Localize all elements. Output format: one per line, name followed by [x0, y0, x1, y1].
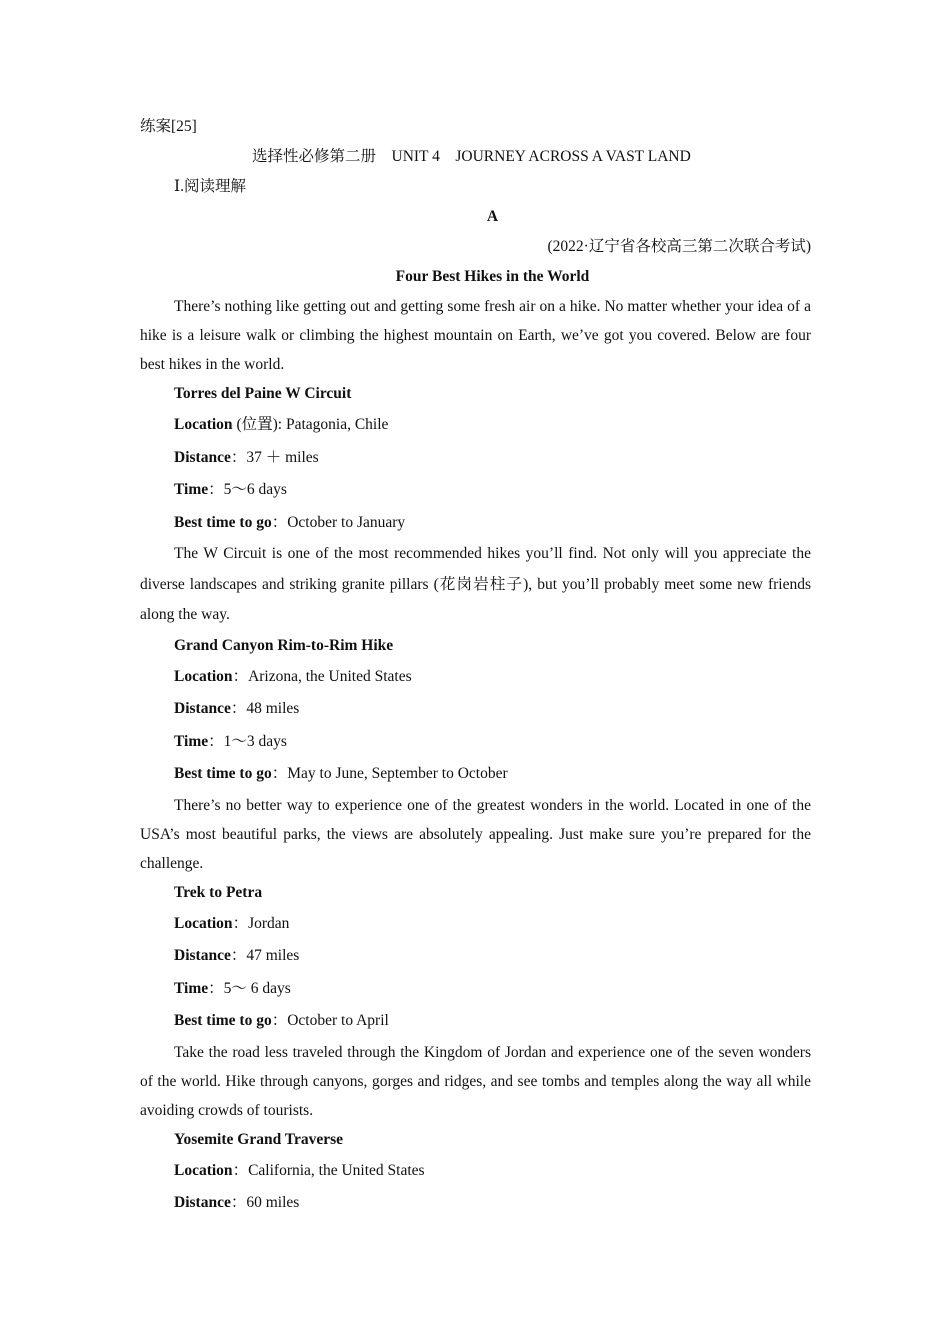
time-label: Time — [174, 481, 209, 498]
hike-time — [140, 726, 811, 759]
colon: ： — [230, 947, 247, 964]
best-time-label: Best time to go — [174, 513, 272, 531]
hike-description: There’s no better way to experience one of the greatest wonders in the world. Located in one of the USA’s most beautiful parks, the views are absolutely appealing. Just make sure you’re prepared for the challenge. — [140, 796, 811, 872]
distance-label: Distance — [174, 448, 231, 466]
colon: ： — [230, 448, 247, 466]
location-gloss: (位置): — [232, 416, 286, 433]
intro-paragraph: There’s nothing like getting out and getting some fresh air on a hike. No matter whether your idea of a hike is a leisure walk or climbing the highest mountain on Earth, we’ve got you covered. Below are four best hikes in the world. — [140, 298, 811, 373]
colon: ： — [232, 667, 249, 685]
best-time-label: Best time to go — [174, 1012, 272, 1029]
distance-value: 37 ＋ miles — [246, 448, 319, 466]
location-label: Location — [174, 416, 233, 433]
article-title: Four Best Hikes in the World — [395, 268, 590, 285]
distance-label: Distance — [174, 700, 231, 717]
unit-title: 选择性必修第二册 UNIT 4 JOURNEY ACROSS A VAST LAND — [252, 148, 691, 165]
colon: ： — [208, 481, 224, 498]
best-time-value: May to June, September to October — [287, 765, 508, 782]
distance-value: 47 miles — [246, 947, 300, 964]
hike-best-time — [140, 758, 811, 791]
hike-location — [140, 661, 811, 694]
location-value: Jordan — [248, 914, 290, 932]
time-label: Time — [174, 979, 209, 997]
hike-title: Torres del Paine W Circuit — [174, 385, 352, 402]
hike-best-time — [140, 1005, 811, 1038]
hike-time — [140, 474, 811, 507]
time-value: 5～ 6 days — [223, 979, 291, 997]
hike-location — [140, 908, 811, 941]
location-label: Location — [174, 667, 233, 685]
passage-source: (2022·辽宁省各校高三第二次联合考试) — [547, 238, 811, 255]
colon: ： — [271, 765, 288, 782]
hike-description: The W Circuit is one of the most recommended hikes you’ll find. Not only will you appreciate the diverse landscapes and striking granite pillars (花岗岩柱子), but you’ll probably meet some new friends along the way. — [140, 545, 811, 623]
hike-distance — [140, 940, 811, 973]
document-page — [140, 112, 811, 1220]
distance-value: 60 miles — [246, 1194, 300, 1211]
passage-label: A — [486, 208, 499, 225]
location-label: Location — [174, 1161, 233, 1179]
distance-value: 48 miles — [246, 700, 300, 717]
colon: ： — [271, 513, 288, 531]
hike-description: Take the road less traveled through the Kingdom of Jordan and experience one of the seven wonders of the world. Hike through canyons, gorges and ridges, and see tombs and temples along the way all while avoiding crowds of tourists. — [140, 1043, 811, 1119]
best-time-value: October to April — [287, 1012, 389, 1029]
colon: ： — [208, 732, 224, 750]
hike-distance — [140, 442, 811, 475]
location-value: Arizona, the United States — [248, 667, 412, 685]
distance-label: Distance — [174, 1194, 231, 1211]
distance-label: Distance — [174, 947, 231, 964]
hike-title: Yosemite Grand Traverse — [174, 1130, 344, 1148]
exercise-number: 练案[25] — [140, 118, 197, 135]
hike-title: Trek to Petra — [174, 883, 263, 901]
colon: ： — [271, 1012, 288, 1029]
section-heading: Ⅰ.阅读理解 — [174, 178, 246, 195]
hike-distance — [140, 693, 811, 726]
location-value: Patagonia, Chile — [285, 416, 389, 433]
best-time-value: October to January — [287, 513, 406, 531]
hike-best-time — [140, 507, 811, 540]
colon: ： — [232, 914, 249, 932]
hike-location — [140, 1155, 811, 1188]
colon: ： — [230, 1194, 247, 1211]
time-value: 5～6 days — [223, 481, 287, 498]
hike-title: Grand Canyon Rim-to-Rim Hike — [174, 636, 394, 654]
colon: ： — [232, 1161, 249, 1179]
colon: ： — [230, 700, 247, 717]
hike-time — [140, 973, 811, 1006]
colon: ： — [208, 979, 224, 997]
hike-location — [140, 409, 811, 442]
time-label: Time — [174, 732, 209, 750]
location-value: California, the United States — [248, 1161, 425, 1179]
best-time-label: Best time to go — [174, 765, 272, 782]
time-value: 1～3 days — [223, 732, 287, 750]
hike-distance — [140, 1187, 811, 1220]
location-label: Location — [174, 914, 233, 932]
